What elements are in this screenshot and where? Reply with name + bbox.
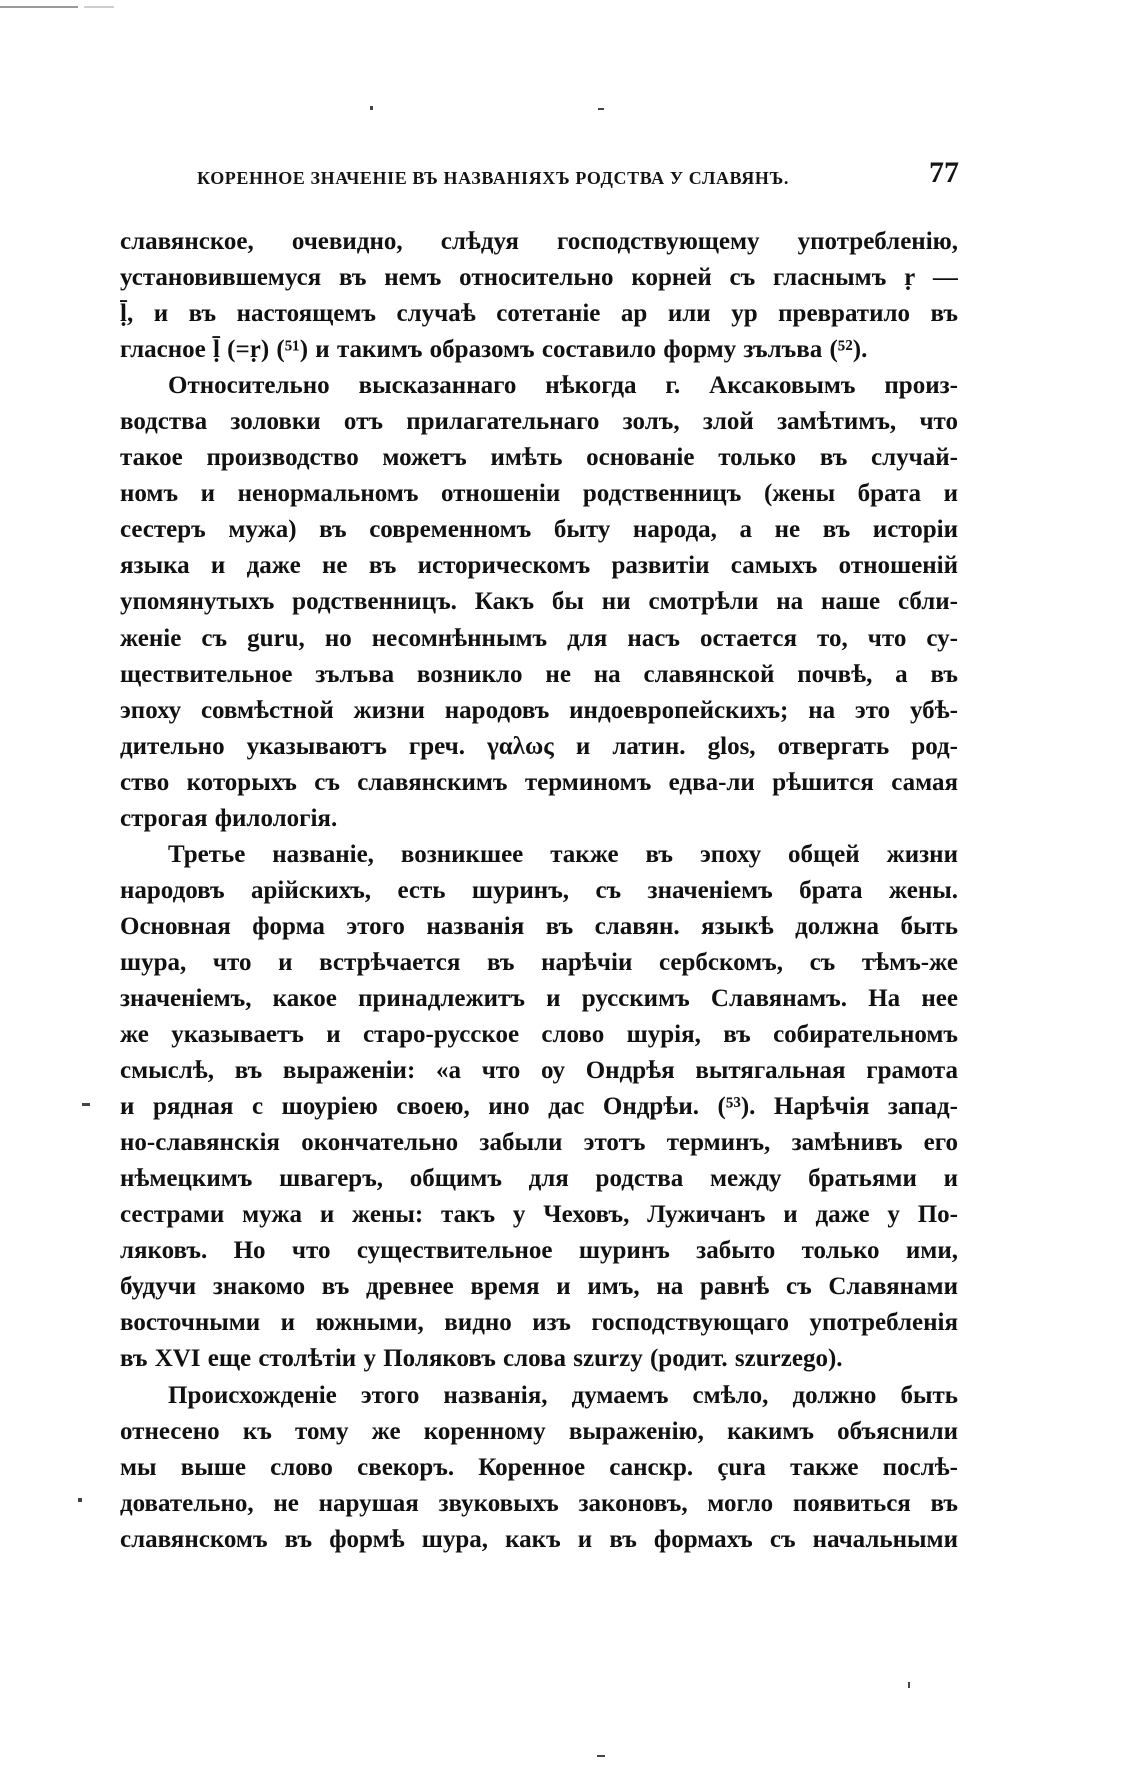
print-speck	[82, 1103, 90, 1106]
text-line: мы выше слово свекоръ. Коренное санскр. çura также послѣ-	[120, 1453, 958, 1481]
text-line: строгая филологiя.	[120, 804, 338, 832]
text-line: женiе съ guru, но несомнѣннымъ для насъ остается то, что су-	[120, 624, 958, 652]
text-line: но-славянскiя окончательно забыли этотъ терминъ, замѣнивъ его	[120, 1129, 958, 1157]
text-line: довательно, не нарушая звуковыхъ законовъ, могло появиться въ	[120, 1489, 958, 1517]
text-line: будучи знакомо въ древнее время и имъ, на равнѣ съ Славянами	[120, 1273, 958, 1301]
text-line: славянскомъ въ формѣ шура, какъ и въ формахъ съ начальными	[120, 1525, 958, 1553]
text-line: шура, что и встрѣчается въ нарѣчiи сербскомъ, съ тѣмъ-же	[120, 948, 958, 976]
text-line: водства золовки отъ прилагательнаго золъ, злой замѣтимъ, что	[120, 408, 958, 436]
text-line: Основная форма этого названiя въ славян. языкѣ должна быть	[120, 912, 958, 940]
text-line: сестеръ мужа) въ современномъ быту народа, а не въ исторiи	[120, 516, 958, 544]
text-line: и рядная с шоурiею своею, ино дас Ондрѣи. (⁵³). Нарѣчiя запад-	[120, 1093, 958, 1121]
text-line: такое производство можетъ имѣть основанiе только въ случай-	[120, 444, 958, 472]
scan-edge-mark	[84, 6, 114, 8]
text-line: языка и даже не въ историческомъ развитiи самыхъ отношенiй	[120, 552, 958, 580]
print-speck	[370, 106, 373, 110]
page-number: 77	[929, 156, 959, 189]
print-speck	[908, 1682, 910, 1688]
text-line: восточными и южными, видно изъ господствующаго употребленiя	[120, 1309, 958, 1337]
text-line: ляковъ. Но что существительное шуринъ забыто только ими,	[120, 1237, 958, 1265]
text-line: сестрами мужа и жены: такъ у Чеховъ, Лужичанъ и даже у По-	[120, 1201, 958, 1229]
running-head: КОРЕННОЕ ЗНАЧЕНIЕ ВЪ НАЗВАНIЯХЪ РОДСТВА У СЛАВЯНЪ.	[197, 168, 789, 188]
text-line: ḹ, и въ настоящемъ случаѣ сотетанiе ар или ур превратило въ	[120, 300, 958, 328]
text-line: смыслѣ, въ выраженiи: «а что оу Ондрѣя вытягальная грамота	[120, 1057, 958, 1085]
text-line: Третье названiе, возникшее также въ эпоху общей жизни	[168, 840, 958, 868]
text-line: славянское, очевидно, слѣдуя господствующему употребленiю,	[120, 228, 958, 255]
text-line: ществительное зълъва возникло не на славянской почвѣ, а въ	[120, 660, 958, 688]
text-line: упомянутыхъ родственницъ. Какъ бы ни смотрѣли на наше сбли-	[120, 588, 958, 616]
text-line: гласное ḹ (=ṛ) (⁵¹) и такимъ образомъ составило форму зълъва (⁵²).	[120, 336, 868, 364]
text-line: дительно указываютъ греч. γαλως и латин. glos, отвергать род-	[120, 732, 958, 760]
text-line: значенiемъ, какое принадлежитъ и русскимъ Славянамъ. На нее	[120, 984, 958, 1012]
text-line: Происхожденiе этого названiя, думаемъ смѣло, должно быть	[168, 1381, 958, 1409]
text-line: народовъ арiйскихъ, есть шуринъ, съ значенiемъ брата жены.	[120, 876, 958, 904]
print-speck	[597, 1755, 605, 1757]
text-line: Относительно высказаннаго нѣкогда г. Аксаковымъ произ-	[168, 372, 958, 400]
page-header	[197, 156, 959, 202]
text-line: номъ и ненормальномъ отношенiи родственницъ (жены брата и	[120, 480, 958, 508]
body-text	[120, 224, 958, 1558]
scan-edge-mark	[0, 6, 78, 8]
text-line: эпоху совмѣстной жизни народовъ индоевропейскихъ; на это убѣ-	[120, 696, 958, 724]
text-line: установившемуся въ немъ относительно корней съ гласнымъ ṛ —	[120, 264, 958, 292]
text-line: же указываетъ и старо-русское слово шурiя, въ собирательномъ	[120, 1021, 958, 1049]
print-speck	[78, 1498, 82, 1502]
text-line: отнесено къ тому же коренному выраженiю, какимъ объяснили	[120, 1417, 958, 1445]
print-speck	[598, 108, 604, 110]
text-line: ство которыхъ съ славянскимъ терминомъ едва-ли рѣшится самая	[120, 768, 958, 796]
text-line: нѣмецкимъ швагеръ, общимъ для родства между братьями и	[120, 1165, 958, 1193]
text-line: въ XVI еще столѣтiи у Поляковъ слова szurzy (родит. szurzego).	[120, 1345, 843, 1373]
